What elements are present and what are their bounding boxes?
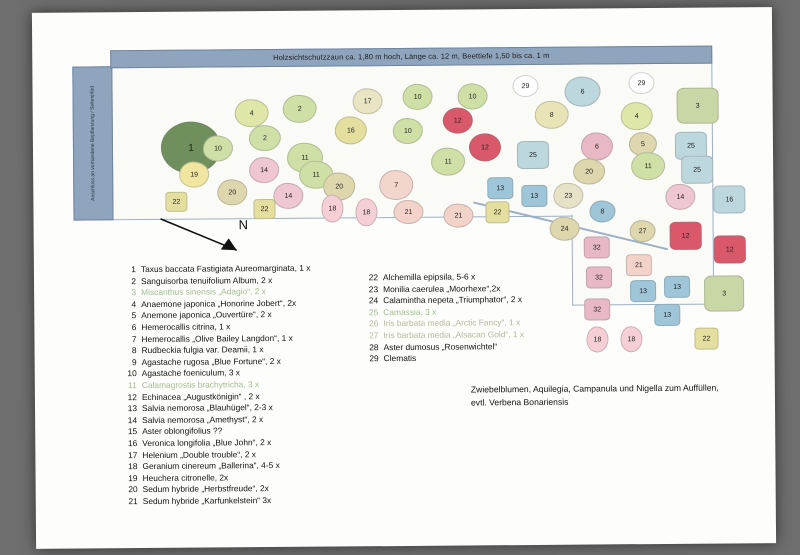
legend-number: 23	[368, 283, 379, 294]
plant-blob	[714, 235, 746, 263]
legend-text: Salvia nemorosa „Blauhügel“, 2-3 x	[141, 402, 273, 414]
legend-number: 22	[368, 272, 379, 283]
legend-text: Anaemone japonica „Honorine Jobert“, 2x	[141, 297, 297, 309]
legend-number: 11	[128, 380, 137, 391]
plant-blob-number: 29	[521, 82, 530, 90]
legend-text: Sanguisorba tenuifolium Album, 2 x	[140, 274, 273, 286]
legend-text: Clematis	[383, 353, 417, 364]
plant-blob-number: 11	[312, 171, 320, 179]
legend-text: Salvia nemorosa „Amethyst“, 2 x	[142, 413, 264, 425]
legend-text: Hemerocallis citrina, 1 x	[141, 321, 231, 333]
plant-blob	[443, 107, 473, 133]
plant-blob-number: 5	[640, 140, 645, 148]
plant-blob-number: 25	[529, 151, 537, 159]
legend-number: 7	[131, 333, 137, 344]
plant-blob-number: 13	[663, 311, 672, 319]
plant-blob-number: 13	[530, 192, 539, 200]
legend-text: Geranium cinereum „Ballerina“, 4-5 x	[142, 460, 280, 472]
plant-blob-number: 10	[214, 144, 222, 152]
north-label: N	[238, 217, 249, 233]
legend-number: 3	[131, 287, 137, 298]
plant-blob-number: 20	[228, 188, 237, 196]
plant-blob-number: 4	[249, 109, 254, 117]
legend-text: Rudbeckia fulgia var. Deamii, 1 x	[141, 344, 264, 356]
legend-text: Agastache foeniculum, 3 x	[141, 367, 241, 379]
plant-blob	[521, 185, 547, 207]
plant-blob-number: 21	[634, 261, 643, 269]
legend-text: Heuchera citronelle, 2x	[142, 472, 229, 483]
plant-blob	[630, 280, 656, 302]
legend-text: Taxus baccata Fastigiata Aureomarginata, 1 x	[140, 262, 311, 275]
legend-number: 26	[368, 318, 379, 329]
legend-left	[122, 262, 374, 507]
legend-number: 1	[131, 264, 136, 275]
plant-blob-number: 23	[564, 192, 573, 200]
plant-blob-number: 19	[190, 171, 199, 179]
legend-text: Aster dumosus „Rosenwichtel“	[383, 340, 498, 352]
plant-blob-number: 8	[549, 111, 554, 119]
legend-text: Miscanthus sinensis „Adagio“, 2 x	[141, 286, 266, 298]
plant-blob	[512, 75, 538, 97]
legend-text: Agastache rugosa „Blue Fortune“, 2 x	[141, 355, 281, 367]
legend-number: 21	[128, 495, 138, 507]
plant-blob-number: 7	[394, 181, 399, 189]
plant-blob-number: 4	[634, 112, 639, 120]
legend-row	[365, 352, 595, 365]
plant-blob-number: 17	[363, 97, 372, 105]
legend-number: 24	[368, 295, 379, 306]
legend-number: 14	[127, 414, 138, 425]
plant-blob-number: 21	[404, 208, 413, 216]
left-side-band-label: Anschluss an vorhandene Bepflanzung / Seitenpfad	[89, 86, 97, 201]
plant-blob-number: 1	[188, 142, 194, 154]
legend-number: 2	[131, 275, 137, 286]
legend-number: 17	[128, 449, 138, 460]
plant-blob-number: 20	[585, 168, 594, 176]
plant-blob-number: 12	[453, 117, 462, 125]
plant-blob-number: 2	[297, 105, 302, 113]
legend-text: Iris barbata media „Alsacan Gold“, 1 x	[383, 329, 525, 341]
plant-blob-number: 20	[335, 182, 344, 191]
plant-blob-number: 14	[260, 166, 269, 174]
plant-blob-number: 13	[673, 283, 681, 291]
plant-blob	[253, 199, 275, 219]
plant-blob	[165, 192, 187, 212]
plant-blob-number: 10	[468, 92, 477, 100]
legend-number: 12	[127, 391, 137, 402]
legend-text: Anemone japonica „Ouvertüre“, 2 x	[141, 309, 272, 321]
plant-blob-number: 3	[722, 289, 727, 298]
legend-right	[364, 271, 595, 366]
legend-number: 8	[131, 345, 137, 356]
plant-blob	[620, 326, 642, 352]
legend-number: 16	[127, 438, 138, 449]
legend-text: Camassia, 3 x	[383, 306, 437, 317]
plant-blob-number: 10	[413, 93, 422, 101]
legend-text: Monilia caerulea „Moorhexe“,2x	[383, 282, 501, 294]
plant-blob-number: 29	[637, 79, 646, 87]
plant-blob	[517, 141, 549, 169]
legend-text: Alchemilla epipsila, 5-6 x	[382, 271, 476, 283]
plant-blob	[704, 275, 744, 311]
legend-number: 5	[131, 310, 137, 321]
plant-blob-number: 22	[702, 335, 711, 343]
fence-label: Holzsichtschutzzaun ca. 1,80 m hoch, Länge ca. 12 m, Beettiefe 1,50 bis ca. 1 m	[110, 46, 712, 69]
plant-blob-number: 11	[644, 162, 652, 170]
plant-blob-number: 22	[172, 198, 181, 206]
plant-blob-number: 14	[676, 193, 685, 201]
plant-blob-number: 2	[262, 134, 267, 142]
legend-text: Calamagrostis brachytricha, 3 x	[141, 379, 260, 390]
legend-text: Helenium „Double trouble“, 2 x	[142, 448, 257, 460]
plant-blob	[670, 222, 702, 250]
legend-number: 28	[369, 341, 379, 352]
plant-blob-number: 12	[725, 245, 734, 253]
paper-sheet	[32, 7, 776, 549]
plant-blob-number: 18	[328, 205, 337, 213]
plant-blob-number: 18	[593, 335, 602, 344]
plant-blob-number: 22	[493, 208, 502, 216]
plant-blob-number: 27	[638, 227, 647, 235]
plant-blob-number: 12	[481, 143, 489, 151]
legend-number: 13	[127, 403, 138, 414]
legend-number: 20	[128, 484, 138, 495]
plant-blob	[485, 201, 509, 223]
legend-text: Calamintha nepeta „Triumphator“, 2 x	[383, 294, 523, 306]
plant-blob-number: 25	[693, 166, 702, 174]
legend-text: Veronica longifolia „Blue John“, 2 x	[142, 436, 272, 448]
plant-blob	[713, 185, 745, 213]
plant-blob-number: 18	[362, 208, 371, 216]
plant-blob-number: 11	[301, 154, 309, 162]
plant-blob-number: 16	[346, 126, 355, 134]
plant-blob	[487, 177, 513, 199]
plant-blob-number: 24	[560, 225, 569, 233]
plant-blob-number: 13	[639, 287, 648, 295]
plant-blob	[469, 133, 501, 161]
plant-blob	[677, 88, 719, 124]
plant-blob	[628, 72, 654, 94]
legend-number: 19	[128, 472, 138, 483]
legend-number: 27	[369, 330, 379, 341]
legend-number: 15	[127, 426, 138, 437]
legend-number: 25	[368, 306, 379, 318]
plant-blob	[681, 156, 713, 184]
legend-text: Sedum hybride „Karfunkelstein“ 3x	[142, 494, 272, 506]
legend-number: 18	[128, 461, 138, 472]
plant-blob-number: 32	[595, 273, 603, 281]
plant-blob	[626, 254, 652, 276]
plant-blob-number: 32	[592, 243, 601, 252]
left-side-band	[72, 66, 113, 220]
legend-text: Sedum hybride „Herbstfreude“, 2x	[142, 483, 269, 495]
plant-blob-number: 8	[600, 207, 605, 215]
plant-blob-number: 22	[260, 205, 269, 213]
plant-blob-number: 14	[284, 192, 293, 200]
legend-text: Aster oblongifolius ??	[142, 425, 223, 437]
plant-blob-number: 6	[594, 142, 599, 150]
plant-blob-number: 6	[580, 88, 585, 96]
legend-number: 10	[127, 368, 137, 379]
legend-row	[124, 494, 374, 508]
legend-number: 9	[131, 356, 137, 367]
legend-number: 6	[131, 322, 137, 333]
plant-blob	[584, 236, 610, 258]
legend-text: Hemerocallis „Olive Bailey Langdon“, 1 x	[141, 332, 293, 344]
plant-blob-number: 3	[695, 102, 700, 110]
legend-text: Iris barbata media „Arctic Fancy“, 1 x	[383, 317, 521, 329]
plant-blob-number: 21	[454, 212, 463, 220]
legend-number: 29	[369, 353, 379, 364]
plant-blob-number: 10	[403, 127, 412, 135]
plant-blob-number: 18	[627, 335, 636, 343]
plant-blob-number: 25	[687, 142, 695, 150]
legend-number: 4	[131, 298, 137, 309]
plant-blob	[694, 328, 718, 350]
plant-blob-number: 32	[593, 305, 602, 314]
plant-blob	[664, 276, 690, 298]
plant-blob	[654, 304, 680, 326]
legend-text: Echinacea „Augustkönigin“ , 2 x	[141, 390, 260, 402]
fill-plants-note: Zwiebelblumen, Aquilegia, Campanula und Nigella zum Auffüllen, evtl. Verbena Bonariensis	[470, 382, 719, 408]
plant-blob-number: 16	[725, 195, 734, 203]
plant-blob-number: 11	[444, 158, 452, 166]
plant-blob-number: 12	[681, 232, 690, 240]
plant-blob-number: 13	[496, 184, 505, 192]
